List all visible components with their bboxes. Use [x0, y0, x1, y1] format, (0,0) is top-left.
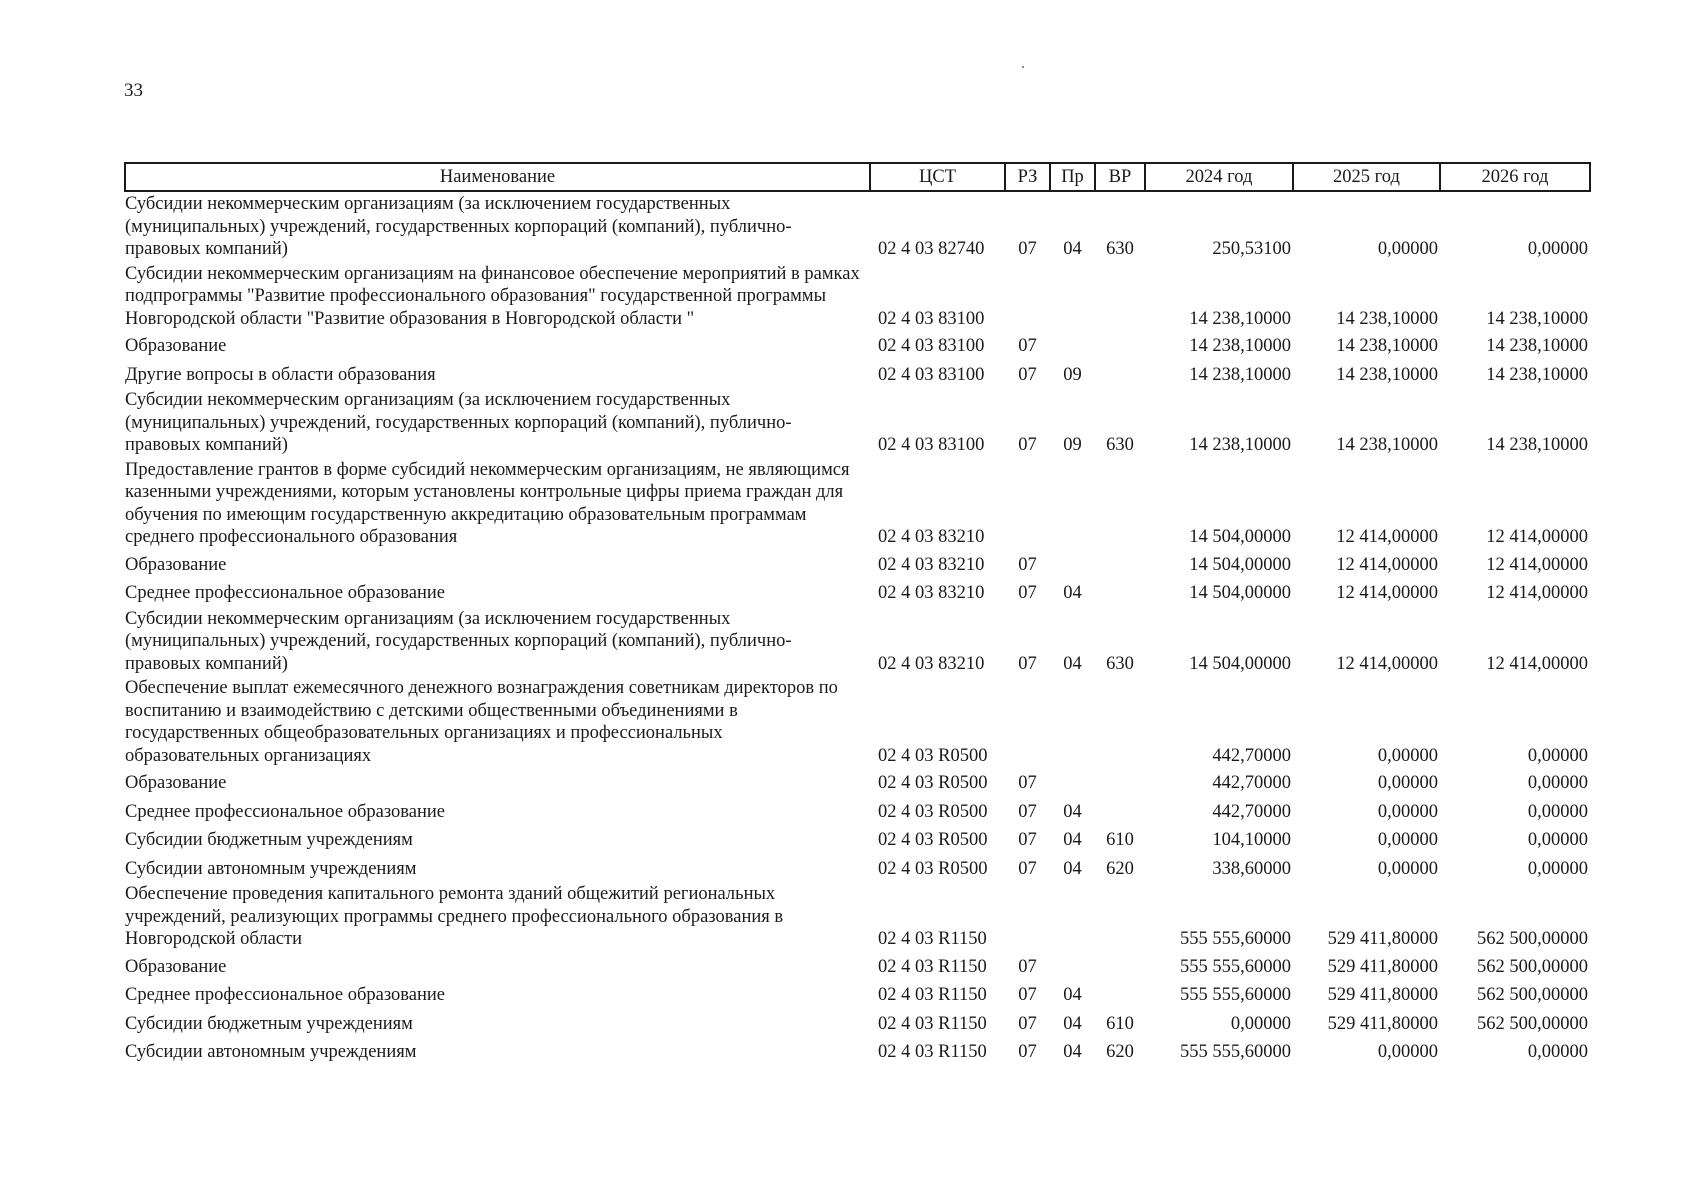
row-pr: 09	[1063, 364, 1082, 385]
table-row	[125, 825, 1590, 854]
row-cst: 02 4 03 83210	[878, 653, 985, 674]
table-row	[125, 854, 1590, 883]
row-2026: 0,00000	[1527, 745, 1588, 766]
row-cst: 02 4 03 R1150	[878, 1042, 987, 1062]
row-vr	[1095, 262, 1145, 332]
row-2025: 14 238,10000	[1336, 435, 1438, 455]
row-rz: 07	[1018, 985, 1037, 1005]
row-cst: 02 4 03 R0500	[878, 858, 988, 879]
row-vr	[1095, 676, 1145, 768]
row-cst: 02 4 03 83210	[878, 527, 985, 547]
row-name: Образование	[125, 554, 227, 575]
row-rz: 07	[1018, 653, 1037, 674]
row-rz	[1005, 458, 1050, 550]
row-vr: 620	[1106, 1042, 1134, 1062]
row-pr: 04	[1063, 583, 1082, 603]
row-2026: 14 238,10000	[1486, 336, 1588, 356]
row-cst: 02 4 03 83210	[878, 554, 985, 575]
row-pr: 04	[1063, 239, 1082, 259]
row-vr	[1095, 458, 1145, 550]
row-pr: 04	[1063, 801, 1082, 822]
row-2024: 14 238,10000	[1189, 308, 1291, 329]
row-name: Среднее профессиональное образование	[125, 583, 445, 603]
header-rz: РЗ	[1005, 163, 1050, 191]
row-pr: 09	[1063, 435, 1082, 455]
row-rz: 07	[1018, 1042, 1037, 1062]
row-2026: 562 500,00000	[1477, 1013, 1588, 1034]
row-2024: 555 555,60000	[1180, 985, 1291, 1005]
row-pr	[1050, 550, 1095, 579]
row-rz: 07	[1018, 773, 1037, 793]
row-vr	[1095, 797, 1145, 826]
row-vr: 620	[1106, 858, 1134, 879]
row-name: Другие вопросы в области образования	[125, 364, 436, 385]
row-2026: 14 238,10000	[1486, 435, 1588, 455]
row-2026: 562 500,00000	[1477, 985, 1588, 1005]
row-vr: 610	[1106, 830, 1134, 850]
row-name: Субсидии некоммерческим организациям (за исключением государственных (муниципальных) учреждений, государственных корпораций (компаний), публично-правовых компаний)	[125, 194, 792, 259]
row-rz: 07	[1018, 801, 1037, 822]
row-name: Обеспечение проведения капитального ремонта зданий общежитий региональных учреждений, реализующих программы среднего профессионального образования в Новгородской области	[125, 884, 784, 949]
table-row	[125, 458, 1590, 550]
row-2024: 442,70000	[1212, 745, 1291, 766]
row-2024: 14 504,00000	[1189, 653, 1291, 674]
row-rz	[1005, 676, 1050, 768]
row-2024: 250,53100	[1212, 239, 1291, 259]
page-number: 33	[124, 80, 143, 101]
row-pr	[1050, 458, 1095, 550]
row-rz: 07	[1018, 830, 1037, 850]
table-row	[125, 388, 1590, 458]
row-rz: 07	[1018, 554, 1037, 575]
row-name: Субсидии некоммерческим организациям на финансовое обеспечение мероприятий в рамках подпрограммы "Развитие профессионального образования" государственной программы Новгородской области "Развитие образования в Новгородской области "	[125, 263, 860, 329]
row-2025: 529 411,80000	[1327, 1013, 1438, 1034]
row-2024: 14 504,00000	[1189, 583, 1291, 603]
row-2026: 14 238,10000	[1486, 308, 1588, 329]
row-cst: 02 4 03 R1150	[878, 985, 987, 1005]
row-vr: 610	[1106, 1013, 1134, 1034]
row-pr	[1050, 768, 1095, 797]
row-vr	[1095, 360, 1145, 389]
row-pr	[1050, 331, 1095, 360]
row-name: Субсидии бюджетным учреждениям	[125, 1013, 413, 1034]
table-row	[125, 952, 1590, 981]
row-2025: 12 414,00000	[1336, 527, 1438, 547]
row-cst: 02 4 03 83100	[878, 364, 985, 385]
row-rz	[1005, 882, 1050, 952]
table-row	[125, 578, 1590, 607]
row-vr	[1095, 980, 1145, 1009]
row-2026: 0,00000	[1527, 239, 1588, 259]
row-2024: 14 504,00000	[1189, 527, 1291, 547]
row-2024: 14 238,10000	[1189, 336, 1291, 356]
row-pr: 04	[1063, 1013, 1082, 1034]
header-name: Наименование	[125, 163, 870, 191]
row-2025: 14 238,10000	[1336, 336, 1438, 356]
row-rz: 07	[1018, 858, 1037, 879]
row-2024: 442,70000	[1212, 801, 1291, 822]
table-row	[125, 360, 1590, 389]
table-row	[125, 262, 1590, 332]
row-2025: 0,00000	[1377, 801, 1438, 822]
row-2026: 12 414,00000	[1486, 583, 1588, 603]
row-name: Образование	[125, 773, 227, 793]
row-pr: 04	[1063, 985, 1082, 1005]
row-2024: 442,70000	[1212, 773, 1291, 793]
row-name: Субсидии автономным учреждениям	[125, 1042, 417, 1062]
row-2026: 0,00000	[1527, 1042, 1588, 1062]
row-2025: 529 411,80000	[1327, 929, 1438, 949]
row-vr	[1095, 578, 1145, 607]
row-2025: 14 238,10000	[1336, 308, 1438, 329]
row-cst: 02 4 03 83100	[878, 308, 985, 329]
table-header	[125, 163, 1590, 191]
table-row	[125, 797, 1590, 826]
row-cst: 02 4 03 R0500	[878, 745, 988, 766]
row-2024: 555 555,60000	[1180, 1042, 1291, 1062]
row-pr	[1050, 952, 1095, 981]
row-2025: 12 414,00000	[1336, 583, 1438, 603]
row-pr	[1050, 676, 1095, 768]
row-2024: 14 504,00000	[1189, 554, 1291, 575]
row-name: Среднее профессиональное образование	[125, 801, 445, 822]
row-cst: 02 4 03 83100	[878, 336, 985, 356]
row-pr	[1050, 882, 1095, 952]
row-2024: 338,60000	[1212, 858, 1291, 879]
row-cst: 02 4 03 83210	[878, 583, 985, 603]
row-pr: 04	[1063, 1042, 1082, 1062]
row-2026: 0,00000	[1527, 858, 1588, 879]
row-cst: 02 4 03 R0500	[878, 773, 988, 793]
row-2025: 0,00000	[1377, 830, 1438, 850]
row-2025: 12 414,00000	[1336, 554, 1438, 575]
row-2026: 12 414,00000	[1486, 653, 1588, 674]
header-row	[125, 163, 1590, 191]
row-2024: 14 238,10000	[1189, 364, 1291, 385]
table-row	[125, 1037, 1590, 1066]
row-name: Образование	[125, 336, 227, 356]
table-row	[125, 768, 1590, 797]
header-vr: ВР	[1095, 163, 1145, 191]
row-name: Субсидии бюджетным учреждениям	[125, 830, 413, 850]
table-row	[125, 191, 1590, 262]
row-name: Обеспечение выплат ежемесячного денежного вознаграждения советникам директоров по воспитанию и взаимодействию с детскими общественными объединениями в государственных общеобразовательных организациях и профессиональных образовательных организациях	[125, 678, 838, 766]
row-cst: 02 4 03 83100	[878, 435, 985, 455]
table-row	[125, 607, 1590, 677]
row-2025: 0,00000	[1377, 773, 1438, 793]
row-rz: 07	[1018, 364, 1037, 385]
header-pr: Пр	[1050, 163, 1095, 191]
row-vr	[1095, 952, 1145, 981]
row-2026: 562 500,00000	[1477, 956, 1588, 977]
table-row	[125, 882, 1590, 952]
row-rz: 07	[1018, 336, 1037, 356]
row-name: Образование	[125, 956, 227, 977]
row-pr: 04	[1063, 858, 1082, 879]
row-vr	[1095, 768, 1145, 797]
table-row	[125, 1009, 1590, 1038]
row-cst: 02 4 03 R1150	[878, 929, 987, 949]
row-cst: 02 4 03 R1150	[878, 1013, 987, 1034]
row-rz: 07	[1018, 239, 1037, 259]
row-2026: 12 414,00000	[1486, 554, 1588, 575]
row-2025: 12 414,00000	[1336, 653, 1438, 674]
row-2025: 0,00000	[1377, 1042, 1438, 1062]
row-pr: 04	[1063, 653, 1082, 674]
row-2025: 529 411,80000	[1327, 956, 1438, 977]
header-2025: 2025 год	[1293, 163, 1440, 191]
row-2026: 0,00000	[1527, 830, 1588, 850]
table-row	[125, 676, 1590, 768]
row-vr: 630	[1106, 653, 1134, 674]
header-2024: 2024 год	[1145, 163, 1293, 191]
row-vr: 630	[1106, 435, 1134, 455]
row-2026: 0,00000	[1527, 773, 1588, 793]
header-cst: ЦСТ	[870, 163, 1005, 191]
row-vr	[1095, 550, 1145, 579]
row-2026: 14 238,10000	[1486, 364, 1588, 385]
row-name: Субсидии некоммерческим организациям (за исключением государственных (муниципальных) учреждений, государственных корпораций (компаний), публично-правовых компаний)	[125, 390, 792, 455]
row-name: Субсидии некоммерческим организациям (за исключением государственных (муниципальных) учреждений, государственных корпораций (компаний), публично-правовых компаний)	[125, 608, 792, 674]
row-pr	[1050, 262, 1095, 332]
row-2024: 104,10000	[1212, 830, 1291, 850]
row-vr	[1095, 882, 1145, 952]
table-row	[125, 550, 1590, 579]
table-row	[125, 331, 1590, 360]
row-2025: 0,00000	[1377, 239, 1438, 259]
row-rz: 07	[1018, 1013, 1037, 1034]
row-rz	[1005, 262, 1050, 332]
row-2025: 0,00000	[1377, 858, 1438, 879]
row-cst: 02 4 03 R1150	[878, 956, 987, 977]
row-rz: 07	[1018, 956, 1037, 977]
row-2024: 555 555,60000	[1180, 929, 1291, 949]
table-row	[125, 980, 1590, 1009]
row-pr: 04	[1063, 830, 1082, 850]
row-2025: 529 411,80000	[1327, 985, 1438, 1005]
row-2024: 555 555,60000	[1180, 956, 1291, 977]
row-rz: 07	[1018, 583, 1037, 603]
row-2026: 0,00000	[1527, 801, 1588, 822]
row-2024: 14 238,10000	[1189, 435, 1291, 455]
row-vr: 630	[1106, 239, 1134, 259]
row-2024: 0,00000	[1230, 1013, 1291, 1034]
scan-speck	[1022, 66, 1024, 68]
row-2026: 562 500,00000	[1477, 929, 1588, 949]
row-2025: 14 238,10000	[1336, 364, 1438, 385]
row-name: Предоставление грантов в форме субсидий некоммерческим организациям, не являющимся казенными учреждениями, которым установлены контрольные цифры приема граждан для обучения по имеющим государственную аккредитацию образовательным программам среднего профессионального образования	[125, 459, 850, 547]
row-rz: 07	[1018, 435, 1037, 455]
row-2025: 0,00000	[1377, 745, 1438, 766]
row-cst: 02 4 03 R0500	[878, 801, 988, 822]
row-2026: 12 414,00000	[1486, 527, 1588, 547]
budget-table	[124, 162, 1591, 1066]
row-cst: 02 4 03 82740	[878, 239, 985, 259]
row-vr	[1095, 331, 1145, 360]
header-2026: 2026 год	[1440, 163, 1590, 191]
table-body	[125, 191, 1590, 1066]
row-name: Среднее профессиональное образование	[125, 985, 445, 1005]
row-cst: 02 4 03 R0500	[878, 830, 988, 850]
row-name: Субсидии автономным учреждениям	[125, 858, 417, 879]
